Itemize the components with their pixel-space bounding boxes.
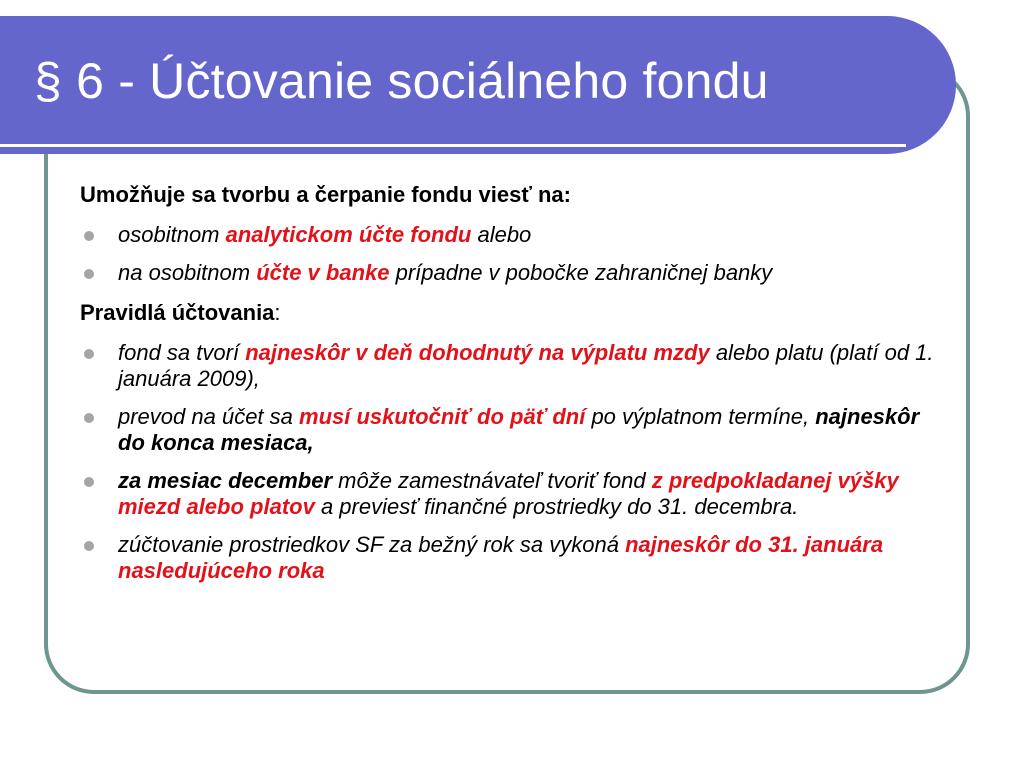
section2-heading: [80, 300, 940, 326]
slide-title: § 6 - Účtovanie sociálneho fondu: [34, 53, 769, 109]
item-text: prevod na účet sa: [118, 404, 300, 429]
item-emphasis: najneskôr do 31. januára nasledujúceho roka: [118, 532, 884, 583]
item-text: alebo: [471, 222, 532, 247]
item-bold: za mesiac december: [118, 468, 333, 493]
list-item: [80, 468, 940, 520]
section1-list: [80, 222, 940, 286]
section2-list: [80, 340, 940, 584]
list-item: [80, 222, 940, 248]
list-item: [80, 532, 940, 584]
bullet-dot-icon: [84, 541, 94, 551]
item-text: fond sa tvorí: [118, 340, 246, 365]
item-text: zúčtovanie prostriedkov SF za bežný rok sa vykoná: [118, 532, 626, 557]
section2-heading-colon: :: [274, 300, 281, 325]
list-item: [80, 404, 940, 456]
item-text: prípadne v pobočke zahraničnej banky: [389, 260, 773, 285]
item-emphasis: analytickom účte fondu: [225, 222, 472, 247]
bullet-dot-icon: [84, 269, 94, 279]
item-emphasis: účte v banke: [256, 260, 390, 285]
item-text: po výplatnom termíne,: [585, 404, 816, 429]
list-item: [80, 260, 940, 286]
title-underline: [0, 144, 906, 147]
list-item: [80, 340, 940, 392]
section2-heading-text: Pravidlá účtovania: [80, 300, 275, 325]
item-text: a previesť finančné prostriedky do 31. decembra.: [314, 494, 799, 519]
item-emphasis: najneskôr v deň dohodnutý na výplatu mzdy: [245, 340, 710, 365]
slide-body: [80, 182, 940, 598]
item-text: na osobitnom: [118, 260, 257, 285]
item-text: môže zamestnávateľ tvoriť fond: [332, 468, 652, 493]
title-bar: [0, 16, 956, 154]
item-text: alebo platu (platí od 1. januára 2009),: [118, 340, 934, 391]
bullet-dot-icon: [84, 349, 94, 359]
section1-heading: Umožňuje sa tvorbu a čerpanie fondu viesť na:: [80, 182, 571, 207]
item-emphasis: musí uskutočniť do päť dní: [299, 404, 586, 429]
item-bold: najneskôr do konca mesiaca,: [118, 404, 920, 455]
bullet-dot-icon: [84, 477, 94, 487]
item-text: osobitnom: [118, 222, 226, 247]
bullet-dot-icon: [84, 231, 94, 241]
item-emphasis: z predpokladanej výšky miezd alebo platov: [118, 468, 899, 519]
bullet-dot-icon: [84, 413, 94, 423]
